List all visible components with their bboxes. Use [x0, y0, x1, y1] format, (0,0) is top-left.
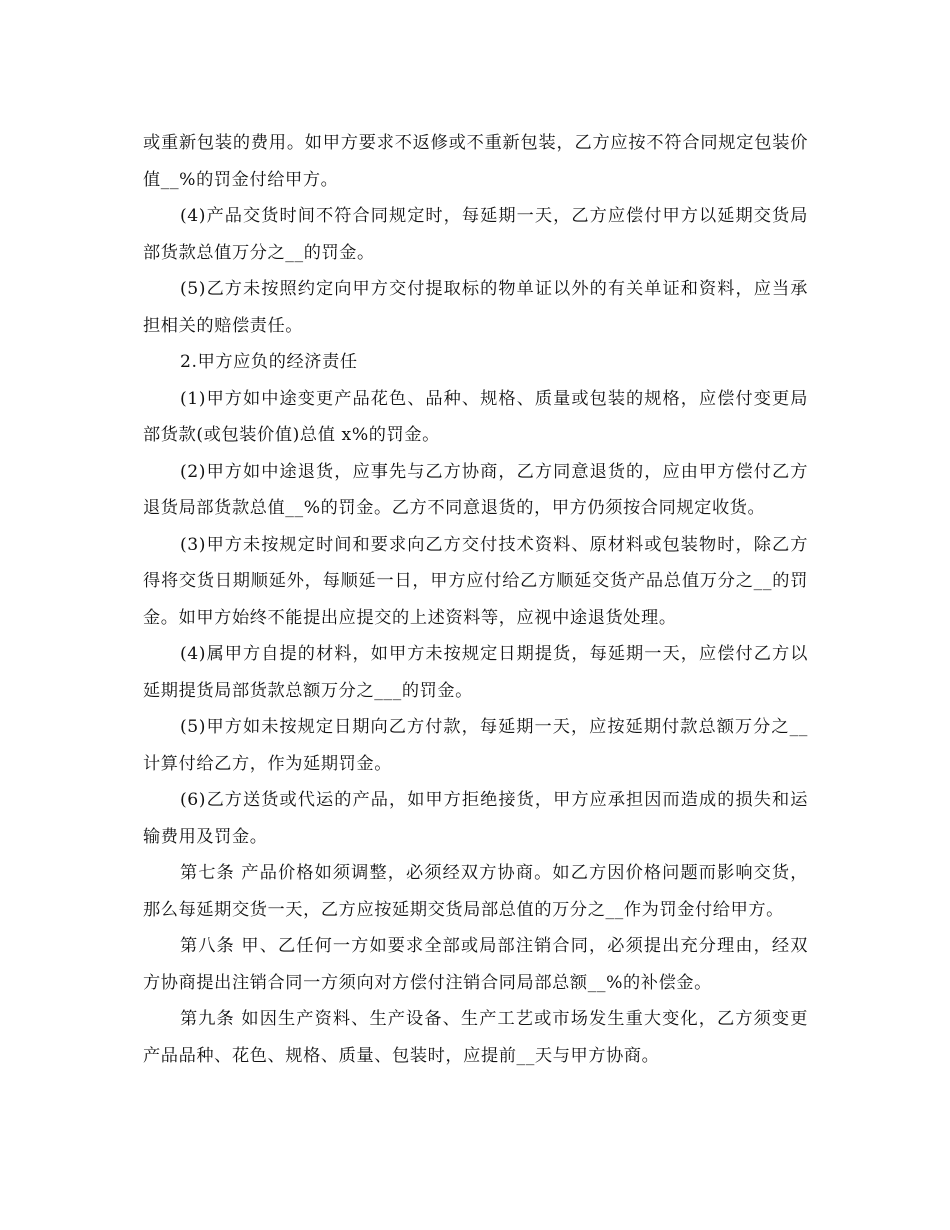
paragraph-buyer-refusal: (6)乙方送货或代运的产品，如甲方拒绝接货，甲方应承担因而造成的损失和运输费用及罚金。 — [143, 790, 808, 847]
paragraph-buyer-return: (2)甲方如中途退货，应事先与乙方协商，乙方同意退货的，应由甲方偿付乙方退货局部货款总值__%的罚金。乙方不同意退货的，甲方仍须按合同规定收货。 — [143, 461, 808, 518]
article-nine: 第九条 如因生产资料、生产设备、生产工艺或市场发生重大变化，乙方须变更产品品种、花色、规格、质量、包装时，应提前__天与甲方协商。 — [143, 1009, 808, 1066]
section-heading-buyer-liability: 2.甲方应负的经济责任 — [179, 352, 358, 372]
paragraph-continuation: 或重新包装的费用。如甲方要求不返修或不重新包装，乙方应按不符合同规定包装价值__%的罚金付给甲方。 — [143, 133, 808, 190]
paragraph-buyer-change: (1)甲方如中途变更产品花色、品种、规格、质量或包装的规格，应偿付变更局部货款(或包装价值)总值 x%的罚金。 — [143, 388, 808, 445]
article-seven: 第七条 产品价格如须调整，必须经双方协商。如乙方因价格问题而影响交货，那么每延期交货一天，乙方应按延期交货局部总值的万分之__作为罚金付给甲方。 — [143, 863, 808, 920]
paragraph-buyer-materials: (3)甲方未按规定时间和要求向乙方交付技术资料、原材料或包装物时，除乙方得将交货日期顺延外，每顺延一日，甲方应付给乙方顺延交货产品总值万分之__的罚金。如甲方始终不能提出应提交的上述资料等，应视中途退货处理。 — [143, 534, 808, 628]
paragraph-buyer-payment: (5)甲方如未按规定日期向乙方付款，每延期一天，应按延期付款总额万分之__计算付给乙方，作为延期罚金。 — [143, 717, 808, 774]
document-page — [143, 125, 808, 1074]
article-eight: 第八条 甲、乙任何一方如要求全部或局部注销合同，必须提出充分理由，经双方协商提出注销合同一方须向对方偿付注销合同局部总额__%的补偿金。 — [143, 936, 808, 993]
paragraph-seller-documents: (5)乙方未按照约定向甲方交付提取标的物单证以外的有关单证和资料，应当承担相关的赔偿责任。 — [143, 279, 808, 336]
paragraph-buyer-pickup: (4)属甲方自提的材料，如甲方未按规定日期提货，每延期一天，应偿付乙方以延期提货局部货款总额万分之___的罚金。 — [143, 644, 808, 701]
paragraph-seller-delay: (4)产品交货时间不符合同规定时，每延期一天，乙方应偿付甲方以延期交货局部货款总值万分之__的罚金。 — [143, 206, 808, 263]
